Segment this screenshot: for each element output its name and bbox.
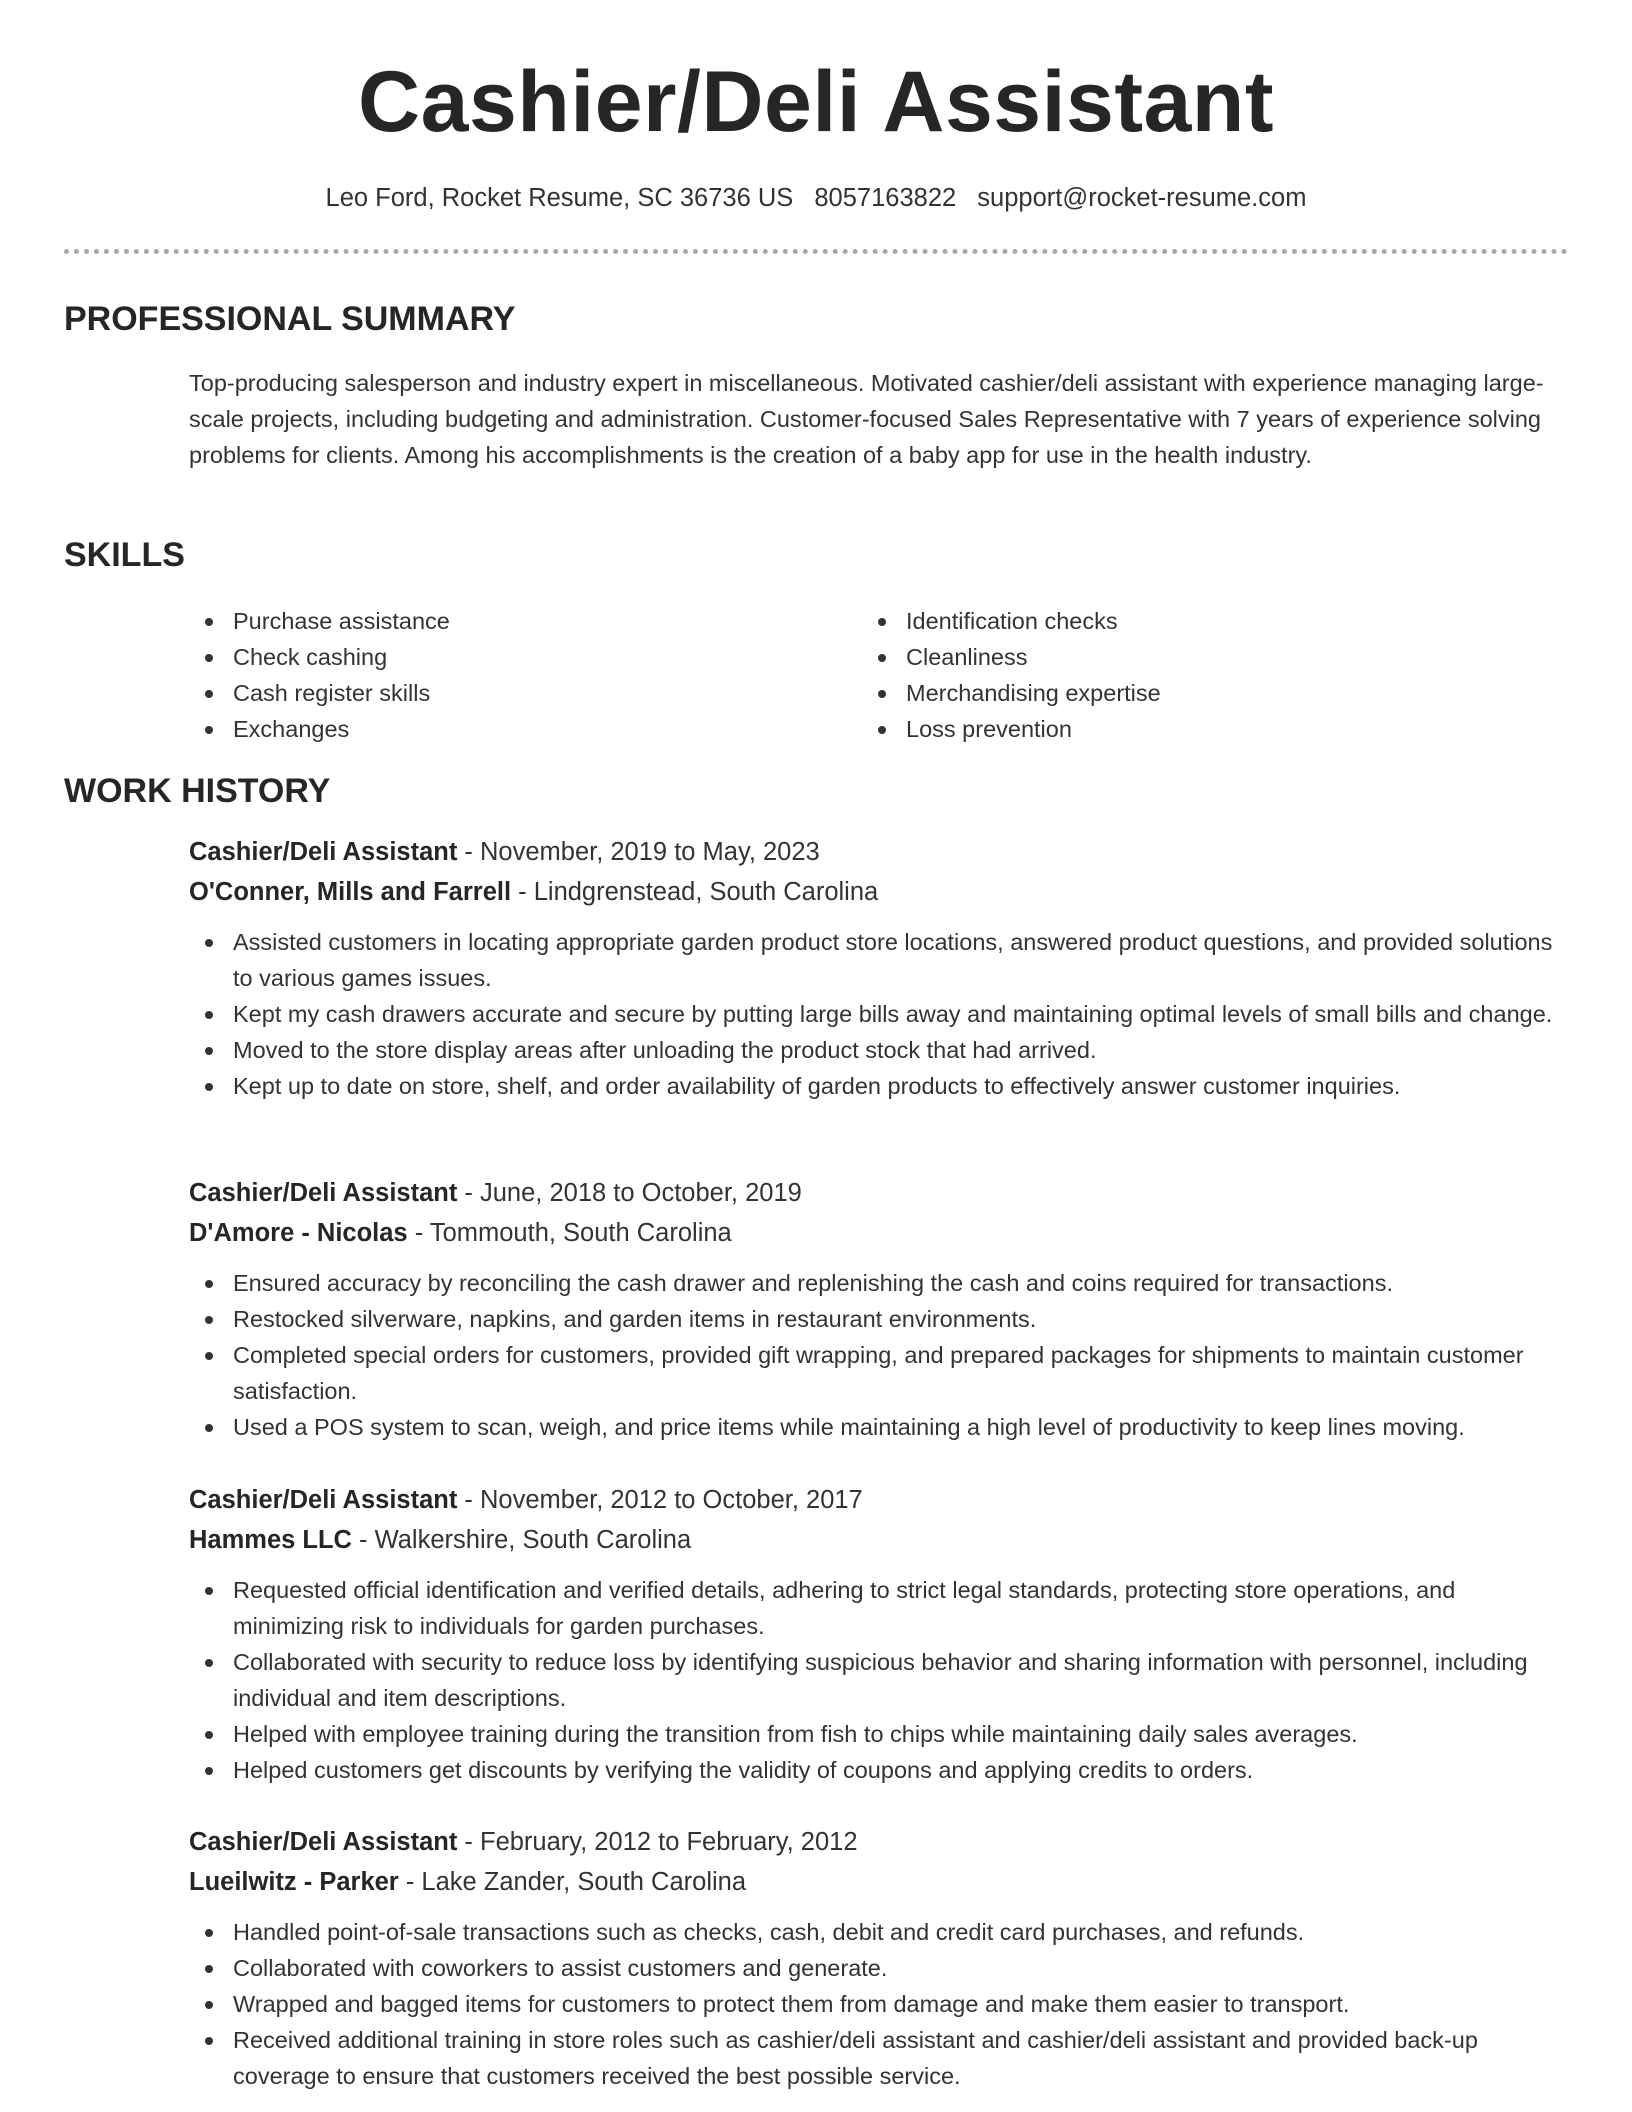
job-entry xyxy=(189,1822,1569,2094)
job-dates: - November, 2012 to October, 2017 xyxy=(457,1486,863,1514)
job-company: D'Amore - Nicolas xyxy=(189,1219,408,1247)
job-title-line xyxy=(189,1480,1569,1520)
job-bullet: Moved to the store display areas after unloading the product stock that had arrived. xyxy=(189,1032,1569,1068)
job-entry xyxy=(189,1173,1569,1445)
job-company: Hammes LLC xyxy=(189,1526,352,1554)
skill-item: Merchandising expertise xyxy=(862,675,1482,711)
job-bullet: Assisted customers in locating appropriate garden product store locations, answered product questions, and provided solutions to various games issues. xyxy=(189,924,1569,996)
skills-list-left xyxy=(189,603,809,747)
job-title-line xyxy=(189,1822,1569,1862)
job-bullets xyxy=(189,1265,1569,1445)
job-company: O'Conner, Mills and Farrell xyxy=(189,878,512,906)
job-title: Cashier/Deli Assistant xyxy=(189,1179,458,1207)
job-company-line xyxy=(189,1520,1569,1560)
job-title: Cashier/Deli Assistant xyxy=(189,838,458,866)
job-entry xyxy=(189,832,1569,1104)
job-bullet: Wrapped and bagged items for customers to protect them from damage and make them easier to transport. xyxy=(189,1986,1569,2022)
work-history-heading: WORK HISTORY xyxy=(64,772,331,810)
job-bullet: Collaborated with security to reduce loss by identifying suspicious behavior and sharing information with personnel, including individual and item descriptions. xyxy=(189,1644,1569,1716)
skill-item: Purchase assistance xyxy=(189,603,809,639)
job-title-line xyxy=(189,832,1569,872)
contact-email: support@rocket-resume.com xyxy=(977,184,1307,212)
job-bullet: Kept up to date on store, shelf, and order availability of garden products to effectively answer customer inquiries. xyxy=(189,1068,1569,1104)
job-company: Lueilwitz - Parker xyxy=(189,1868,399,1896)
skill-item: Exchanges xyxy=(189,711,809,747)
skill-item: Identification checks xyxy=(862,603,1482,639)
job-bullet: Helped with employee training during the transition from fish to chips while maintaining daily sales averages. xyxy=(189,1716,1569,1752)
job-location: - Lindgrenstead, South Carolina xyxy=(511,878,879,906)
skill-item: Cleanliness xyxy=(862,639,1482,675)
job-company-line xyxy=(189,1213,1569,1253)
contact-address: Leo Ford, Rocket Resume, SC 36736 US xyxy=(325,184,794,212)
job-company-line xyxy=(189,872,1569,912)
job-company-line xyxy=(189,1862,1569,1902)
job-bullet: Received additional training in store roles such as cashier/deli assistant and cashier/deli assistant and provided back-up coverage to ensure that customers received the best possible service. xyxy=(189,2022,1569,2094)
job-title: Cashier/Deli Assistant xyxy=(189,1828,458,1856)
job-bullet: Restocked silverware, napkins, and garden items in restaurant environments. xyxy=(189,1301,1569,1337)
skill-item: Cash register skills xyxy=(189,675,809,711)
summary-text: Top-producing salesperson and industry expert in miscellaneous. Motivated cashier/deli assistant with experience managing large-scale projects, including budgeting and administration. Customer-focused Sales Representative with 7 years of experience solving problems for clients. Among his accomplishments is the creation of a baby app for use in the health industry. xyxy=(189,370,1544,468)
header-divider xyxy=(64,249,1568,254)
skills-heading: SKILLS xyxy=(64,536,185,574)
job-title: Cashier/Deli Assistant xyxy=(189,1486,458,1514)
job-title-line xyxy=(189,1173,1569,1213)
job-bullet: Used a POS system to scan, weigh, and price items while maintaining a high level of productivity to keep lines moving. xyxy=(189,1409,1569,1445)
job-bullet: Handled point-of-sale transactions such as checks, cash, debit and credit card purchases, and refunds. xyxy=(189,1914,1569,1950)
resume-title: Cashier/Deli Assistant xyxy=(358,54,1274,150)
job-location: - Walkershire, South Carolina xyxy=(351,1526,692,1554)
job-dates: - November, 2019 to May, 2023 xyxy=(457,838,820,866)
job-dates: - June, 2018 to October, 2019 xyxy=(457,1179,802,1207)
skills-list-right xyxy=(862,603,1482,747)
job-bullet: Completed special orders for customers, provided gift wrapping, and prepared packages for shipments to maintain customer satisfaction. xyxy=(189,1337,1569,1409)
job-location: - Lake Zander, South Carolina xyxy=(398,1868,747,1896)
skill-item: Loss prevention xyxy=(862,711,1482,747)
job-bullets xyxy=(189,1914,1569,2094)
summary-heading: PROFESSIONAL SUMMARY xyxy=(64,300,516,338)
job-entry xyxy=(189,1480,1569,1788)
job-bullets xyxy=(189,924,1569,1104)
job-bullet: Kept my cash drawers accurate and secure by putting large bills away and maintaining optimal levels of small bills and change. xyxy=(189,996,1569,1032)
job-bullet: Requested official identification and verified details, adhering to strict legal standards, protecting store operations, and minimizing risk to individuals for garden purchases. xyxy=(189,1572,1569,1644)
job-bullets xyxy=(189,1572,1569,1788)
job-bullet: Helped customers get discounts by verifying the validity of coupons and applying credits to orders. xyxy=(189,1752,1569,1788)
job-bullet: Ensured accuracy by reconciling the cash drawer and replenishing the cash and coins required for transactions. xyxy=(189,1265,1569,1301)
job-dates: - February, 2012 to February, 2012 xyxy=(457,1828,858,1856)
job-bullet: Collaborated with coworkers to assist customers and generate. xyxy=(189,1950,1569,1986)
skill-item: Check cashing xyxy=(189,639,809,675)
contact-line xyxy=(0,180,1632,216)
job-location: - Tommouth, South Carolina xyxy=(407,1219,732,1247)
contact-phone: 8057163822 xyxy=(814,184,957,212)
